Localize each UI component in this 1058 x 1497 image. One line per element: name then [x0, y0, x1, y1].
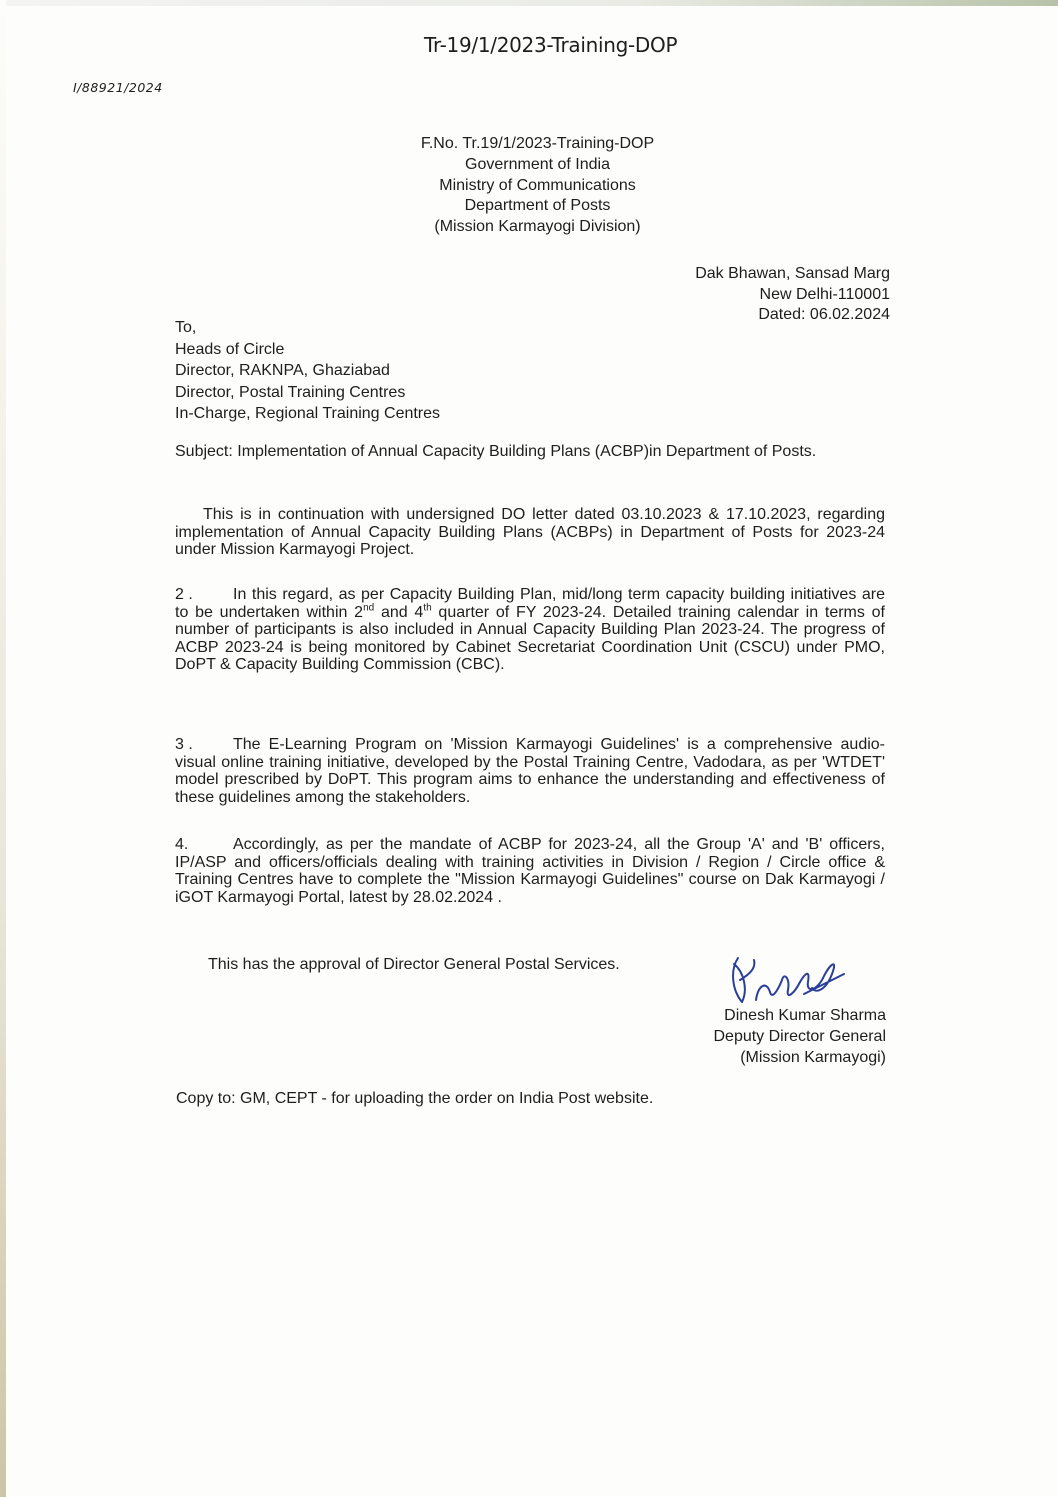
approval-note: This has the approval of Director General Postal Services.	[208, 956, 620, 973]
subject-line: Subject: Implementation of Annual Capacity Building Plans (ACBP)in Department of Posts.	[175, 443, 817, 460]
top-reference-number: Tr-19/1/2023-Training-DOP	[424, 33, 678, 57]
scan-edge-top	[0, 0, 1058, 6]
paragraph-text: Accordingly, as per the mandate of ACBP for 2023-24, all the Group 'A' and 'B' officers, IP/ASP and officers/officials dealing with training activities in Division / Region / Circle office & Training Centres have to complete the "Mission Karmayogi Guidelines" course on Dak Karmayogi / iGOT Karmayogi Portal, latest by 28.02.2024 .	[175, 836, 885, 906]
ministry-name: Ministry of Communications	[439, 176, 636, 194]
address-line-1: Dak Bhawan, Sansad Marg	[695, 265, 890, 282]
paragraph-text: In this regard, as per Capacity Building Plan, mid/long term capacity building initiatives are to be undertaken within 2	[175, 586, 885, 621]
paragraph-3	[175, 736, 885, 806]
paragraph-number: 4.	[175, 836, 189, 853]
signatory-designation: Deputy Director General	[713, 1028, 886, 1045]
paragraph-text: quarter of FY 2023-24. Detailed training calendar in terms of number of participants is also included in Annual Capacity Building Plan 2023-24. The progress of ACBP 2023-24 is being monitored by Cabinet Secretariat Coordination Unit (CSCU) under PMO, DoPT & Capacity Building Commission (CBC).	[175, 603, 885, 673]
copy-to-line: Copy to: GM, CEPT - for uploading the order on India Post website.	[176, 1090, 654, 1107]
scan-edge-left	[0, 0, 6, 1497]
department-name: Department of Posts	[464, 197, 611, 215]
signatory-name: Dinesh Kumar Sharma	[724, 1007, 886, 1024]
recipients-block	[175, 317, 440, 425]
recipient-item: Heads of Circle	[175, 340, 285, 358]
division-name: (Mission Karmayogi Division)	[434, 218, 641, 236]
paragraph-text: and 4	[374, 603, 424, 621]
letterhead	[400, 134, 675, 238]
paragraph-number: 2 .	[175, 586, 193, 603]
paragraph-2	[175, 586, 885, 674]
address-line-2: New Delhi-110001	[759, 285, 890, 303]
paragraph-number: 3 .	[175, 736, 193, 753]
signatory-block	[713, 1005, 886, 1068]
recipient-item: Director, RAKNPA, Ghaziabad	[175, 362, 390, 379]
government-name: Government of India	[465, 155, 610, 173]
superscript: nd	[363, 602, 375, 614]
superscript: th	[423, 602, 432, 614]
paragraph-4	[175, 836, 885, 906]
date-line: Dated: 06.02.2024	[758, 306, 890, 323]
paragraph-text: The E-Learning Program on 'Mission Karmayogi Guidelines' is a comprehensive audio-visual online training initiative, developed by the Postal Training Centre, Vadodara, as per 'WTDET' model prescribed by DoPT. This program aims to enhance the understanding and effectiveness of these guidelines among the stakeholders.	[175, 736, 885, 806]
recipient-item: Director, Postal Training Centres	[175, 383, 406, 401]
signatory-division: (Mission Karmayogi)	[740, 1049, 886, 1066]
sender-address	[695, 264, 890, 326]
recipient-item: In-Charge, Regional Training Centres	[175, 405, 441, 422]
file-id: I/88921/2024	[73, 80, 163, 95]
handwritten-signature	[720, 950, 850, 1010]
paragraph-1: This is in continuation with undersigned DO letter dated 03.10.2023 & 17.10.2023, regarding implementation of Annual Capacity Building Plans (ACBPs) in Department of Posts for 2023-24 under Mission Karmayogi Project.	[175, 506, 885, 558]
file-number: F.No. Tr.19/1/2023-Training-DOP	[420, 135, 655, 152]
to-label: To,	[175, 319, 197, 336]
